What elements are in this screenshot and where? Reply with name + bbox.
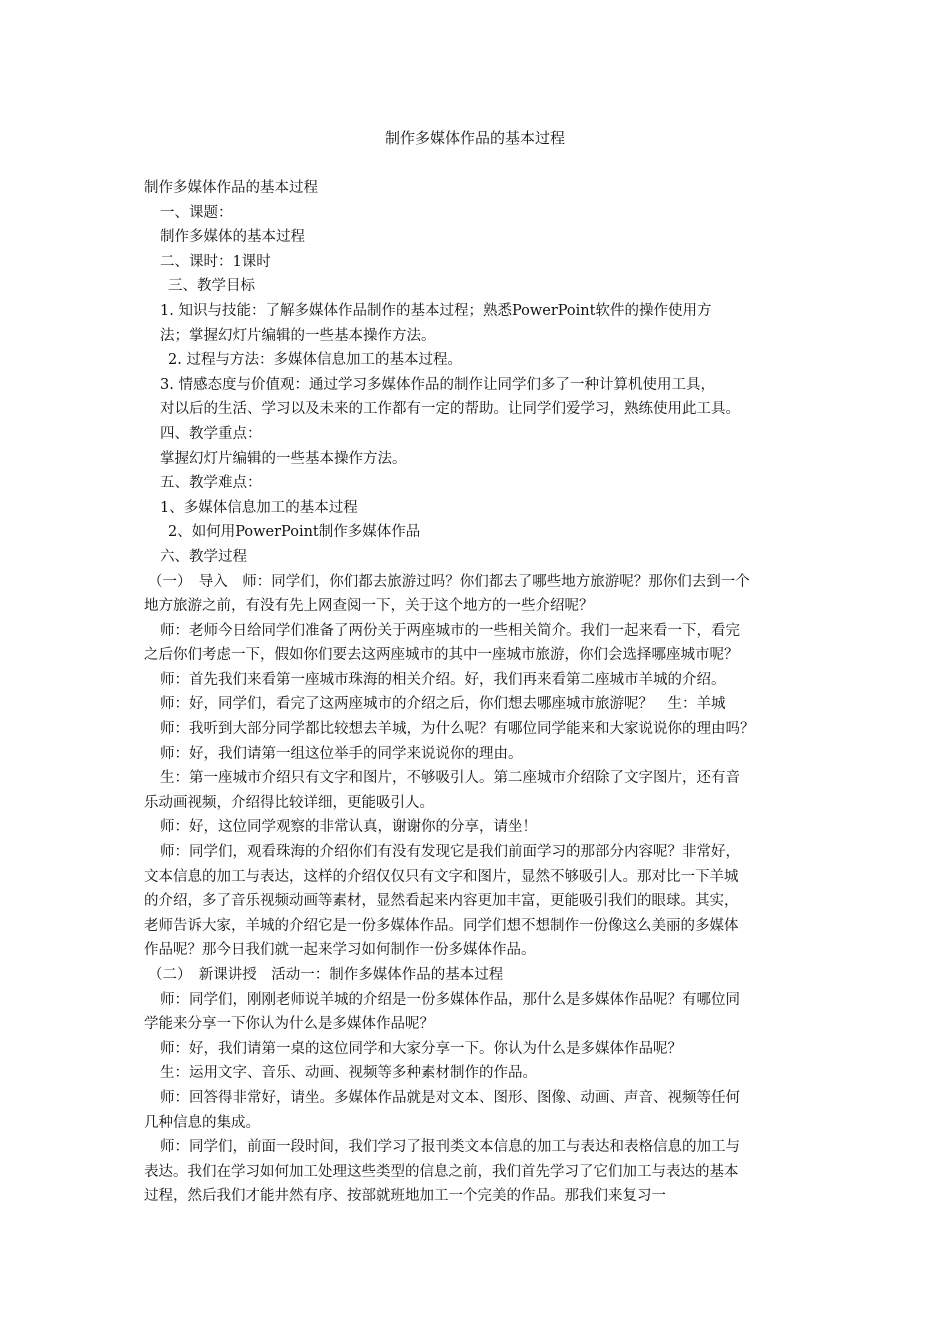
paragraph-line: 法；掌握幻灯片编辑的一些基本操作方法。 [160,327,436,344]
paragraph-line: 三、教学目标 [168,278,255,295]
paragraph-line: 掌握幻灯片编辑的一些基本操作方法。 [160,450,407,467]
paragraph-line: 六、教学过程 [160,548,247,565]
paragraph-line: 师：好，我们请第一组这位举手的同学来说说你的理由。 [160,745,523,762]
paragraph-line: 3. 情感态度与价值观：通过学习多媒体作品的制作让同学们多了一种计算机使用工具， [160,376,715,393]
paragraph-line: 师：我听到大部分同学都比较想去羊城，为什么呢？有哪位同学能来和大家说说你的理由吗？ [160,721,755,738]
paragraph-line: 师：同学们，观看珠海的介绍你们有没有发现它是我们前面学习的那部分内容呢？非常好， [160,844,740,861]
paragraph-line: 几种信息的集成。 [144,1114,260,1131]
paragraph-line: 师：老师今日给同学们准备了两份关于两座城市的一些相关简介。我们一起来看一下，看完 [160,622,740,639]
paragraph-line: （二） 新课讲授 活动一：制作多媒体作品的基本过程 [148,967,504,983]
paragraph-line: 老师告诉大家，羊城的介绍它是一份多媒体作品。同学们想不想制作一份像这么美丽的多媒体 [144,917,739,934]
paragraph-line: 2. 过程与方法：多媒体信息加工的基本过程。 [168,352,462,369]
paragraph-line: 制作多媒体作品的基本过程 [144,180,318,196]
paragraph-line: 师：首先我们来看第一座城市珠海的相关介绍。好，我们再来看第二座城市羊城的介绍。 [160,671,726,688]
paragraph-line: 1、多媒体信息加工的基本过程 [160,499,358,516]
paragraph-line: 制作多媒体的基本过程 [160,229,305,246]
paragraph-line: 师：同学们，刚刚老师说羊城的介绍是一份多媒体作品，那什么是多媒体作品呢？有哪位同 [160,991,740,1008]
paragraph-line: 师：回答得非常好，请坐。多媒体作品就是对文本、图形、图像、动画、声音、视频等任何 [160,1089,740,1106]
paragraph-line: 二、课时：1课时 [160,253,271,270]
paragraph-line: 表达。我们在学习如何加工处理这些类型的信息之前，我们首先学习了它们加工与表达的基本 [144,1163,739,1180]
paragraph-line: （一） 导入 师：同学们，你们都去旅游过吗？你们都去了哪些地方旅游呢？那你们去到一个 [148,573,750,590]
paragraph-line: 之后你们考虑一下，假如你们要去这两座城市的其中一座城市旅游，你们会选择哪座城市呢？ [144,647,739,664]
paragraph-line: 学能来分享一下你认为什么是多媒体作品呢？ [144,1016,434,1033]
paragraph-line: 地方旅游之前，有没有先上网查阅一下，关于这个地方的一些介绍呢？ [144,598,594,615]
paragraph-line: 作品呢？那今日我们就一起来学习如何制作一份多媒体作品。 [144,942,536,959]
paragraph-line: 一、课题： [160,204,233,221]
paragraph-line: 师：好，这位同学观察的非常认真，谢谢你的分享，请坐！ [160,819,537,836]
paragraph-line: 乐动画视频，介绍得比较详细，更能吸引人。 [144,794,434,811]
paragraph-line: 生：第一座城市介绍只有文字和图片，不够吸引人。第二座城市介绍除了文字图片，还有音 [160,770,740,787]
paragraph-line: 对以后的生活、学习以及未来的工作都有一定的帮助。让同学们爱学习，熟练使用此工具。 [160,401,740,418]
paragraph-line: 师：好，同学们，看完了这两座城市的介绍之后，你们想去哪座城市旅游呢？ 生：羊城 [160,696,726,713]
document-body [144,176,814,1209]
paragraph-line: 1. 知识与技能：了解多媒体作品制作的基本过程；熟悉PowerPoint软件的操作使用方 [160,302,712,319]
paragraph-line: 过程，然后我们才能井然有序、按部就班地加工一个完美的作品。那我们来复习一 [144,1188,666,1205]
paragraph-line: 2、如何用PowerPoint制作多媒体作品 [168,524,421,541]
paragraph-line: 生：运用文字、音乐、动画、视频等多种素材制作的作品。 [160,1065,537,1082]
paragraph-line: 师：好，我们请第一桌的这位同学和大家分享一下。你认为什么是多媒体作品呢？ [160,1040,682,1057]
document-title: 制作多媒体作品的基本过程 [384,129,565,147]
paragraph-line: 的介绍，多了音乐视频动画等素材，显然看起来内容更加丰富，更能吸引我们的眼球。其实， [144,893,739,910]
paragraph-line: 五、教学难点： [160,475,262,492]
paragraph-line: 师：同学们，前面一段时间，我们学习了报刊类文本信息的加工与表达和表格信息的加工与 [160,1139,740,1156]
paragraph-line: 文本信息的加工与表达，这样的介绍仅仅只有文字和图片，显然不够吸引人。那对比一下羊城 [144,868,739,885]
paragraph-line: 四、教学重点： [160,425,262,442]
